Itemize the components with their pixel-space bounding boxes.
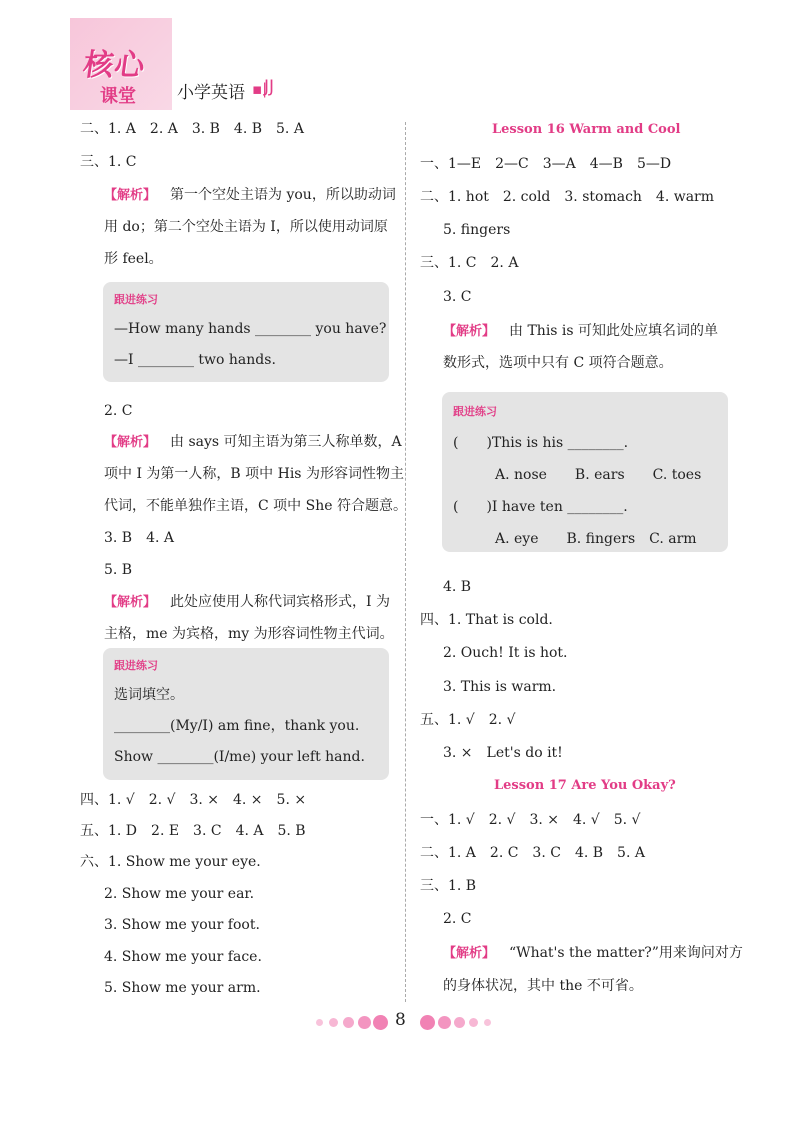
- analysis-tag: 【解析】: [104, 188, 157, 203]
- column-divider: [405, 122, 406, 1002]
- answer-line: 4. B: [443, 579, 472, 595]
- lesson-heading: Lesson 17 Are You Okay?: [494, 778, 676, 793]
- analysis-line: 形 feel。: [104, 251, 163, 267]
- answer-line: 六、1. Show me your eye.: [80, 854, 261, 870]
- page-dot: [438, 1016, 451, 1029]
- practice-box-title: 跟进练习: [114, 659, 158, 672]
- answer-line: 一、1. √ 2. √ 3. × 4. √ 5. √: [420, 812, 641, 828]
- analysis-line: 用 do；第二个空处主语为 I，所以使用动词原: [104, 219, 388, 235]
- answer-line: 5. Show me your arm.: [104, 980, 261, 996]
- analysis-line: 数形式，选项中只有 C 项符合题意。: [443, 355, 673, 371]
- page-dot: [454, 1017, 465, 1028]
- page-dot: [484, 1019, 491, 1026]
- lesson-heading: Lesson 16 Warm and Cool: [492, 122, 681, 137]
- analysis-line: 项中 I 为第一人称，B 项中 His 为形容词性物主: [104, 466, 404, 482]
- header-version: JJ: [264, 77, 275, 97]
- logo-subtitle: 课堂: [100, 86, 136, 107]
- answer-line: 3. Show me your foot.: [104, 917, 260, 933]
- analysis-line: 主格，me 为宾格，my 为形容词性物主代词。: [104, 626, 394, 642]
- answer-line: 二、1. A 2. C 3. C 4. B 5. A: [420, 845, 645, 861]
- practice-line: 选词填空。: [114, 687, 184, 703]
- analysis-line: 【解析】 此处应使用人称代词宾格形式，I 为: [104, 594, 390, 610]
- answer-line: 二、1. A 2. A 3. B 4. B 5. A: [80, 121, 304, 137]
- answer-line: 2. C: [443, 911, 472, 927]
- analysis-line: 【解析】 由 This is 可知此处应填名词的单: [443, 323, 719, 339]
- page-number: 8: [395, 1010, 406, 1030]
- page-dot: [316, 1019, 323, 1026]
- analysis-tag: 【解析】: [443, 946, 496, 961]
- answer-line: 五、1. √ 2. √: [420, 712, 516, 728]
- practice-line: Show ________(I/me) your left hand.: [114, 749, 365, 765]
- practice-box-title: 跟进练习: [453, 405, 497, 418]
- page-dot: [358, 1016, 371, 1029]
- analysis-line: 【解析】 “What's the matter?”用来询问对方: [443, 945, 743, 961]
- practice-line: ________(My/I) am fine，thank you.: [114, 718, 360, 734]
- header-subject: 小学英语: [177, 83, 245, 103]
- page-dot: [343, 1017, 354, 1028]
- practice-line: ( )I have ten ________.: [453, 499, 628, 515]
- practice-line: A. nose B. ears C. toes: [495, 467, 702, 483]
- answer-line: 2. C: [104, 403, 133, 419]
- practice-line: —I ________ two hands.: [114, 352, 276, 368]
- practice-line: —How many hands ________ you have?: [114, 321, 387, 337]
- answer-line: 三、1. B: [420, 878, 477, 894]
- answer-line: 3. This is warm.: [443, 679, 557, 695]
- practice-box-title: 跟进练习: [114, 293, 158, 306]
- analysis-line: 【解析】 由 says 可知主语为第三人称单数，A: [104, 434, 402, 450]
- answer-line: 五、1. D 2. E 3. C 4. A 5. B: [80, 823, 306, 839]
- answer-line: 三、1. C 2. A: [420, 255, 519, 271]
- analysis-tag: 【解析】: [443, 324, 496, 339]
- answer-line: 3. × Let's do it!: [443, 745, 563, 761]
- header-separator: ▪|: [252, 80, 268, 98]
- practice-line: ( )This is his ________.: [453, 435, 629, 451]
- answer-line: 5. fingers: [443, 222, 511, 238]
- practice-line: A. eye B. fingers C. arm: [495, 531, 697, 547]
- analysis-tag: 【解析】: [104, 435, 157, 450]
- answer-line: 2. Show me your ear.: [104, 886, 255, 902]
- answer-line: 3. B 4. A: [104, 530, 175, 546]
- answer-line: 一、1—E 2—C 3—A 4—B 5—D: [420, 156, 672, 172]
- page-dot: [420, 1015, 435, 1030]
- answer-line: 四、1. √ 2. √ 3. × 4. × 5. ×: [80, 792, 307, 808]
- answer-line: 4. Show me your face.: [104, 949, 262, 965]
- analysis-line: 【解析】 第一个空处主语为 you，所以助动词: [104, 187, 396, 203]
- logo-title: 核心: [81, 48, 148, 83]
- answer-line: 2. Ouch! It is hot.: [443, 645, 568, 661]
- analysis-line: 的身体状况，其中 the 不可省。: [443, 978, 643, 994]
- answer-line: 5. B: [104, 562, 133, 578]
- answer-line: 四、1. That is cold.: [420, 612, 553, 628]
- page-dot: [373, 1015, 388, 1030]
- answer-line: 三、1. C: [80, 154, 137, 170]
- page-dot: [329, 1018, 338, 1027]
- page-dot: [469, 1018, 478, 1027]
- answer-line: 3. C: [443, 289, 472, 305]
- analysis-tag: 【解析】: [104, 595, 157, 610]
- analysis-line: 代词，不能单独作主语，C 项中 She 符合题意。: [104, 498, 407, 514]
- answer-line: 二、1. hot 2. cold 3. stomach 4. warm: [420, 189, 715, 205]
